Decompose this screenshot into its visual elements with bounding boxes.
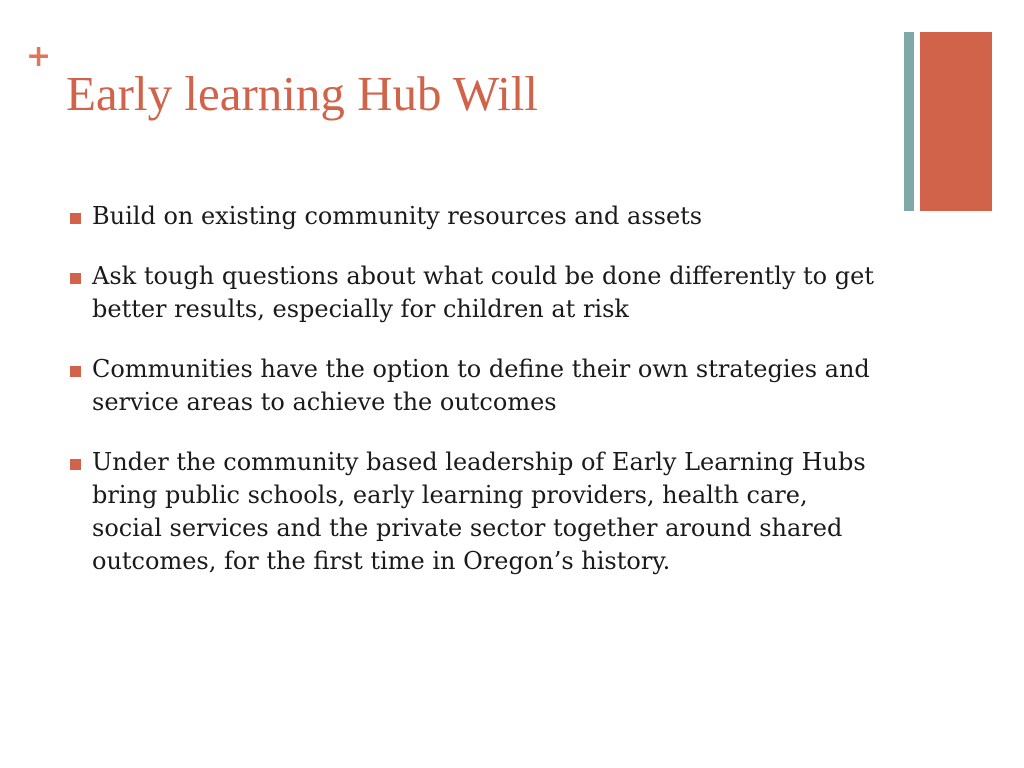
- bullet-item: [66, 200, 876, 233]
- slide-title: Early learning Hub Will: [66, 66, 539, 121]
- bullet-list: [66, 200, 876, 605]
- bullet-item: [66, 446, 876, 578]
- square-bullet-icon: [70, 213, 81, 224]
- accent-bar-thin: [904, 32, 914, 211]
- square-bullet-icon: [70, 459, 81, 470]
- bullet-item: [66, 260, 876, 326]
- bullet-text: Under the community based leadership of Early Learning Hubs bring public schools, early learning providers, health care, social services and the private sector together around shared outcomes, for the first time in Oregon’s history.: [92, 448, 866, 575]
- bullet-text: Communities have the option to define their own strategies and service areas to achieve the outcomes: [92, 355, 870, 416]
- bullet-text: Build on existing community resources and assets: [92, 202, 703, 230]
- accent-bar-wide: [920, 32, 992, 211]
- accent-bars: [904, 32, 992, 212]
- bullet-item: [66, 353, 876, 419]
- square-bullet-icon: [70, 366, 81, 377]
- plus-icon: +: [26, 39, 52, 74]
- square-bullet-icon: [70, 273, 81, 284]
- bullet-text: Ask tough questions about what could be done differently to get better results, especially for children at risk: [92, 262, 874, 323]
